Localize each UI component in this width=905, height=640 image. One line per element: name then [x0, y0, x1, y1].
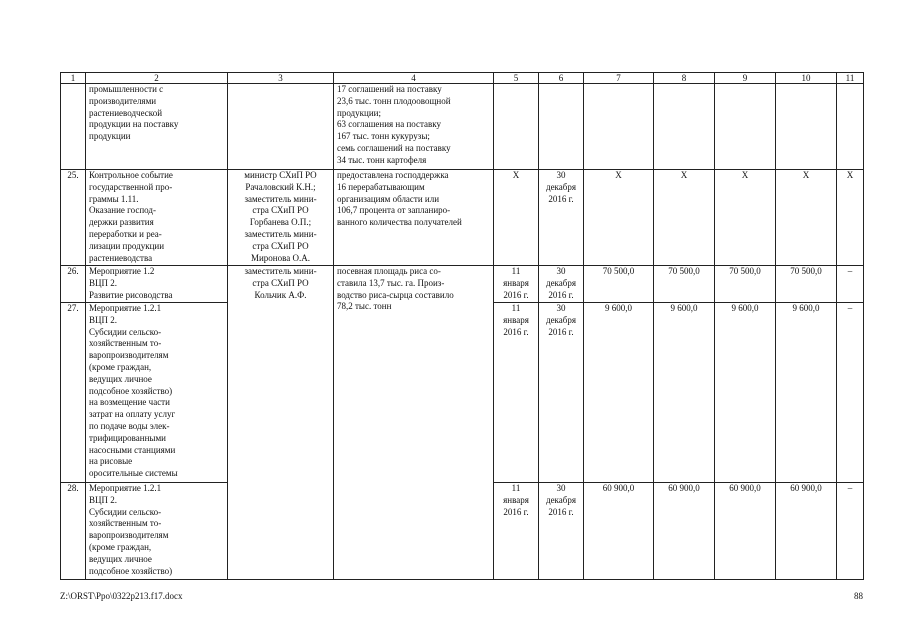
page-number: 88 [854, 591, 863, 601]
value-cell: 60 900,0 [715, 483, 776, 580]
value-cell [654, 84, 715, 170]
header-row [61, 73, 864, 84]
start-date-cell: X [494, 170, 539, 266]
result-cell: посевная площадь риса со- ставила 13,7 тыс. га. Произ- водство риса-сырца составило 78,2 тыс. тонн [334, 266, 494, 580]
file-path: Z:\ORST\Ppo\0322p213.f17.docx [60, 591, 183, 601]
value-cell: 9 600,0 [715, 303, 776, 483]
header-cell: 2 [86, 73, 228, 84]
header-cell: 6 [539, 73, 584, 84]
page-footer [60, 591, 863, 605]
value-cell: 9 600,0 [654, 303, 715, 483]
value-cell: 60 900,0 [584, 483, 654, 580]
start-date-cell: 11 января 2016 г. [494, 483, 539, 580]
value-cell: X [776, 170, 837, 266]
row-number-cell: 26. [61, 266, 86, 303]
header-cell: 9 [715, 73, 776, 84]
value-cell: 70 500,0 [654, 266, 715, 303]
value-cell: 70 500,0 [584, 266, 654, 303]
result-cell: предоставлена господдержка 16 перерабатывающим организациям области или 106,7 процента от запланиро- ванного количества получателей [334, 170, 494, 266]
event-name-cell: Мероприятие 1.2.1 ВЦП 2. Субсидии сельско- хозяйственным то- варопроизводителям (кроме граждан, ведущих личное подсобное хозяйство) на возмещение части затрат на оплату услуг по подаче воды элек- трифицированными насосными станциями на рисовые оросительные системы [86, 303, 228, 483]
start-date-cell: 11 января 2016 г. [494, 266, 539, 303]
result-cell: 17 соглашений на поставку 23,6 тыс. тонн плодоовощной продукции; 63 соглашения на поставку 167 тыс. тонн кукурузы; семь соглашений на поставку 34 тыс. тонн картофеля [334, 84, 494, 170]
start-date-cell [494, 84, 539, 170]
responsible-cell [228, 84, 334, 170]
value-cell [837, 84, 864, 170]
value-cell: X [837, 170, 864, 266]
value-cell: 60 900,0 [776, 483, 837, 580]
table-row-continuation [61, 84, 864, 170]
value-cell: X [584, 170, 654, 266]
header-cell: 10 [776, 73, 837, 84]
row-number-cell: 28. [61, 483, 86, 580]
row-number-cell [61, 84, 86, 170]
header-cell: 7 [584, 73, 654, 84]
value-cell [584, 84, 654, 170]
end-date-cell: 30 декабря 2016 г. [539, 483, 584, 580]
end-date-cell: 30 декабря 2016 г. [539, 303, 584, 483]
value-cell: – [837, 483, 864, 580]
header-cell: 4 [334, 73, 494, 84]
table-row-26 [61, 266, 864, 303]
value-cell: 70 500,0 [776, 266, 837, 303]
header-cell: 5 [494, 73, 539, 84]
value-cell: 70 500,0 [715, 266, 776, 303]
row-number-cell: 27. [61, 303, 86, 483]
value-cell: – [837, 303, 864, 483]
value-cell: 60 900,0 [654, 483, 715, 580]
value-cell: 9 600,0 [776, 303, 837, 483]
header-cell: 1 [61, 73, 86, 84]
start-date-cell: 11 января 2016 г. [494, 303, 539, 483]
value-cell: 9 600,0 [584, 303, 654, 483]
responsible-cell: заместитель мини- стра СХиП РО Кольчик А.Ф. [228, 266, 334, 580]
table-row-25 [61, 170, 864, 266]
program-table [60, 72, 864, 580]
value-cell [776, 84, 837, 170]
value-cell: X [715, 170, 776, 266]
header-cell: 3 [228, 73, 334, 84]
end-date-cell: 30 декабря 2016 г. [539, 266, 584, 303]
event-name-cell: промышленности с производителями растениеводческой продукции на поставку продукции [86, 84, 228, 170]
event-name-cell: Мероприятие 1.2.1 ВЦП 2. Субсидии сельско- хозяйственным то- варопроизводителям (кроме граждан, ведущих личное подсобное хозяйство) [86, 483, 228, 580]
end-date-cell [539, 84, 584, 170]
header-cell: 8 [654, 73, 715, 84]
event-name-cell: Мероприятие 1.2 ВЦП 2. Развитие рисоводства [86, 266, 228, 303]
header-cell: 11 [837, 73, 864, 84]
value-cell: – [837, 266, 864, 303]
responsible-cell: министр СХиП РО Рачаловский К.Н.; заместитель мини- стра СХиП РО Горбанева О.П.; заместитель мини- стра СХиП РО Миронова О.А. [228, 170, 334, 266]
value-cell [715, 84, 776, 170]
row-number-cell: 25. [61, 170, 86, 266]
event-name-cell: Контрольное событие государственной про- граммы 1.11. Оказание господ- держки развития переработки и реа- лизации продукции растениеводства [86, 170, 228, 266]
value-cell: X [654, 170, 715, 266]
end-date-cell: 30 декабря 2016 г. [539, 170, 584, 266]
